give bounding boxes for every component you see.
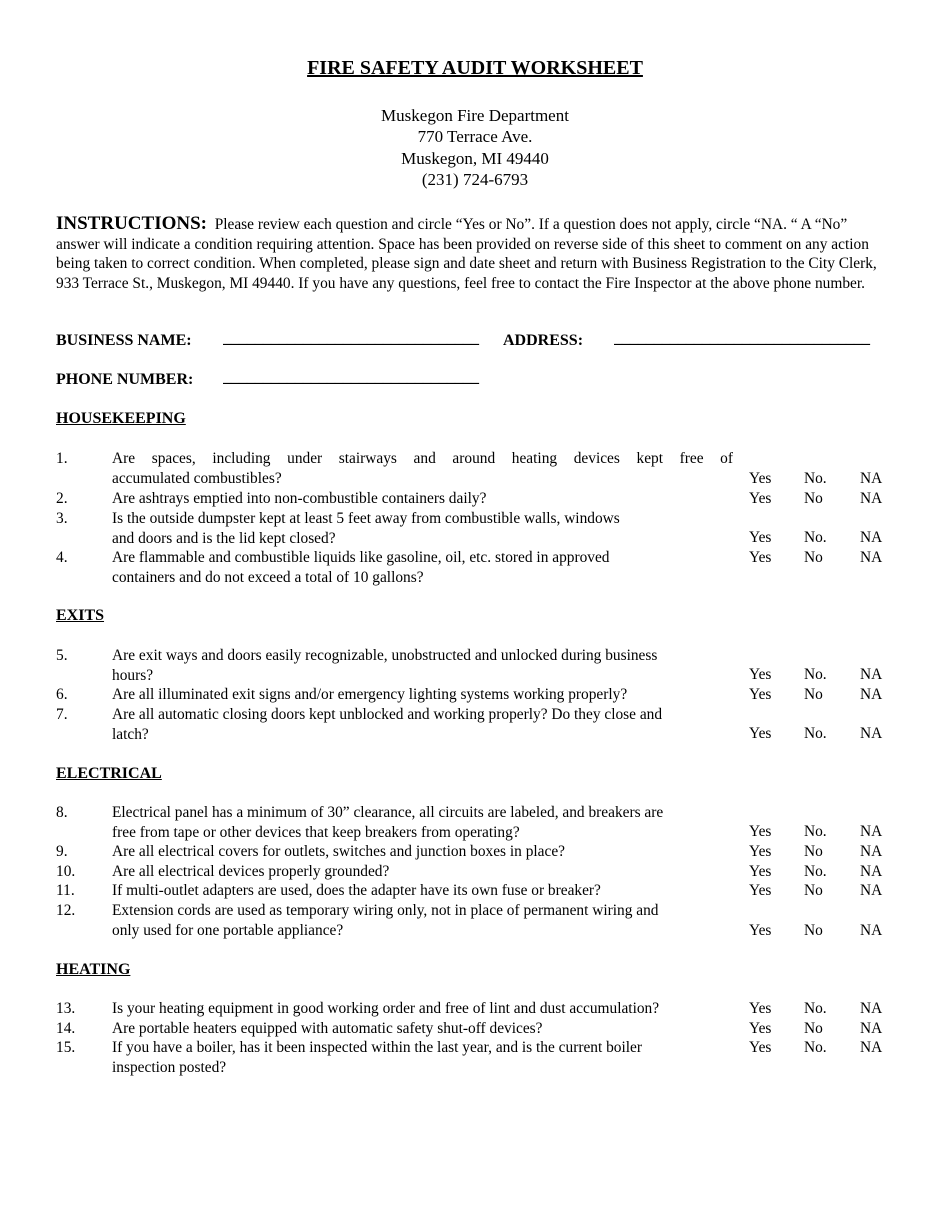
answer-yes[interactable]: Yes: [749, 470, 772, 487]
department-name: Muskegon Fire Department: [381, 106, 569, 125]
question-number: 10.: [56, 863, 76, 880]
answer-na[interactable]: NA: [860, 666, 883, 683]
question-number: 12.: [56, 902, 76, 919]
section-title: EXITS: [56, 607, 105, 624]
answer-yes[interactable]: Yes: [749, 549, 772, 566]
business-name-field[interactable]: ________________________________: [223, 330, 479, 347]
answer-no[interactable]: No: [804, 922, 823, 939]
answer-no[interactable]: No: [804, 686, 823, 703]
answer-no[interactable]: No.: [804, 1000, 827, 1017]
answer-yes[interactable]: Yes: [749, 843, 772, 860]
question-text: Are flammable and combustible liquids like gasoline, oil, etc. stored in approved: [112, 549, 610, 566]
answer-yes[interactable]: Yes: [749, 725, 772, 742]
answer-na[interactable]: NA: [860, 863, 883, 880]
question-number: 9.: [56, 843, 68, 860]
business-name-label: BUSINESS NAME:: [56, 332, 192, 349]
answer-yes[interactable]: Yes: [749, 529, 772, 546]
question-text: only used for one portable appliance?: [112, 921, 344, 939]
question-text: Extension cords are used as temporary wiring only, not in place of permanent wiring and: [112, 902, 659, 919]
answer-no[interactable]: No.: [804, 666, 827, 683]
question-text: Are ashtrays emptied into non-combustible containers daily?: [112, 490, 487, 507]
question-number: 15.: [56, 1039, 76, 1056]
question-text: Is the outside dumpster kept at least 5 feet away from combustible walls, windows: [112, 510, 620, 527]
question-text: If multi-outlet adapters are used, does the adapter have its own fuse or breaker?: [112, 882, 601, 899]
question-number: 13.: [56, 1000, 76, 1017]
answer-na[interactable]: NA: [860, 490, 883, 507]
answer-yes[interactable]: Yes: [749, 863, 772, 880]
question-text: containers and do not exceed a total of 10 gallons?: [112, 568, 424, 586]
question-number: 4.: [56, 549, 68, 566]
question-text: If you have a boiler, has it been inspected within the last year, and is the current boiler: [112, 1039, 642, 1056]
answer-na[interactable]: NA: [860, 882, 883, 899]
question-number: 11.: [56, 882, 75, 899]
answer-yes[interactable]: Yes: [749, 1000, 772, 1017]
instructions: [56, 214, 890, 293]
answer-na[interactable]: NA: [860, 1020, 883, 1037]
answer-na[interactable]: NA: [860, 922, 883, 939]
answer-na[interactable]: NA: [860, 1039, 883, 1056]
answer-no[interactable]: No: [804, 843, 823, 860]
answer-na[interactable]: NA: [860, 823, 883, 840]
question-text: Are portable heaters equipped with automatic safety shut-off devices?: [112, 1020, 543, 1037]
page-title: FIRE SAFETY AUDIT WORKSHEET: [307, 57, 643, 79]
answer-no[interactable]: No.: [804, 823, 827, 840]
department-street: 770 Terrace Ave.: [417, 127, 533, 146]
answer-no[interactable]: No: [804, 490, 823, 507]
answer-yes[interactable]: Yes: [749, 1039, 772, 1056]
phone-number-label: PHONE NUMBER:: [56, 371, 194, 388]
question-text: Are all electrical covers for outlets, switches and junction boxes in place?: [112, 843, 566, 860]
answer-na[interactable]: NA: [860, 725, 883, 742]
instructions-label: INSTRUCTIONS:: [56, 213, 207, 234]
question-text: Are exit ways and doors easily recognizable, unobstructed and unlocked during business: [112, 647, 658, 664]
question-number: 3.: [56, 510, 68, 527]
question-number: 2.: [56, 490, 68, 507]
question-number: 14.: [56, 1020, 76, 1037]
answer-no[interactable]: No: [804, 882, 823, 899]
answer-no[interactable]: No: [804, 549, 823, 566]
question-text: latch?: [112, 725, 149, 743]
answer-no[interactable]: No.: [804, 1039, 827, 1056]
question-text: free from tape or other devices that keep breakers from operating?: [112, 823, 520, 841]
question-text: inspection posted?: [112, 1058, 227, 1076]
answer-no[interactable]: No: [804, 1020, 823, 1037]
answer-no[interactable]: No.: [804, 863, 827, 880]
instructions-text: Please review each question and circle “Yes or No”. If a question does not apply, circle “NA. “ A “No” answer will indicate a condition requiring attention. Space has been provided on reverse side of this sheet to comment on any action being taken to correct condition. When completed, please sign and date sheet and return with Business Registration to the City Clerk, 933 Terrace St., Muskegon, MI 49440. If you have any questions, feel free to contact the Fire Inspector at the above phone number.: [56, 216, 877, 292]
question-text: and doors and is the lid kept closed?: [112, 529, 336, 547]
answer-yes[interactable]: Yes: [749, 823, 772, 840]
section-title: ELECTRICAL: [56, 765, 162, 782]
question-number: 7.: [56, 706, 68, 723]
department-phone: (231) 724-6793: [421, 170, 529, 189]
department-city: Muskegon, MI 49440: [401, 149, 549, 168]
answer-na[interactable]: NA: [860, 529, 883, 546]
answer-na[interactable]: NA: [860, 470, 883, 487]
phone-number-field[interactable]: ________________________________: [223, 369, 479, 386]
question-text: accumulated combustibles?: [112, 469, 282, 487]
section-title: HEATING: [56, 961, 131, 978]
question-text: hours?: [112, 666, 154, 684]
answer-yes[interactable]: Yes: [749, 490, 772, 507]
question-text: Is your heating equipment in good working order and free of lint and dust accumulation?: [112, 1000, 660, 1017]
answer-na[interactable]: NA: [860, 549, 883, 566]
answer-yes[interactable]: Yes: [749, 1020, 772, 1037]
answer-yes[interactable]: Yes: [749, 922, 772, 939]
question-text: Are all illuminated exit signs and/or emergency lighting systems working properly?: [112, 686, 628, 703]
section-title: HOUSEKEEPING: [56, 410, 186, 427]
answer-na[interactable]: NA: [860, 1000, 883, 1017]
answer-na[interactable]: NA: [860, 686, 883, 703]
address-label: ADDRESS:: [503, 332, 584, 349]
answer-na[interactable]: NA: [860, 843, 883, 860]
answer-yes[interactable]: Yes: [749, 686, 772, 703]
question-number: 8.: [56, 804, 68, 821]
answer-yes[interactable]: Yes: [749, 882, 772, 899]
answer-no[interactable]: No.: [804, 725, 827, 742]
question-number: 5.: [56, 647, 68, 664]
answer-yes[interactable]: Yes: [749, 666, 772, 683]
question-text: Are spaces, including under stairways and around heating devices kept free of: [112, 450, 733, 467]
address-field[interactable]: ________________________________: [614, 330, 870, 347]
question-text: Are all electrical devices properly grounded?: [112, 863, 390, 880]
question-text: Are all automatic closing doors kept unblocked and working properly? Do they close and: [112, 706, 663, 723]
question-text: Electrical panel has a minimum of 30” clearance, all circuits are labeled, and breakers are: [112, 804, 664, 821]
answer-no[interactable]: No.: [804, 529, 827, 546]
answer-no[interactable]: No.: [804, 470, 827, 487]
question-number: 1.: [56, 450, 68, 467]
question-number: 6.: [56, 686, 68, 703]
